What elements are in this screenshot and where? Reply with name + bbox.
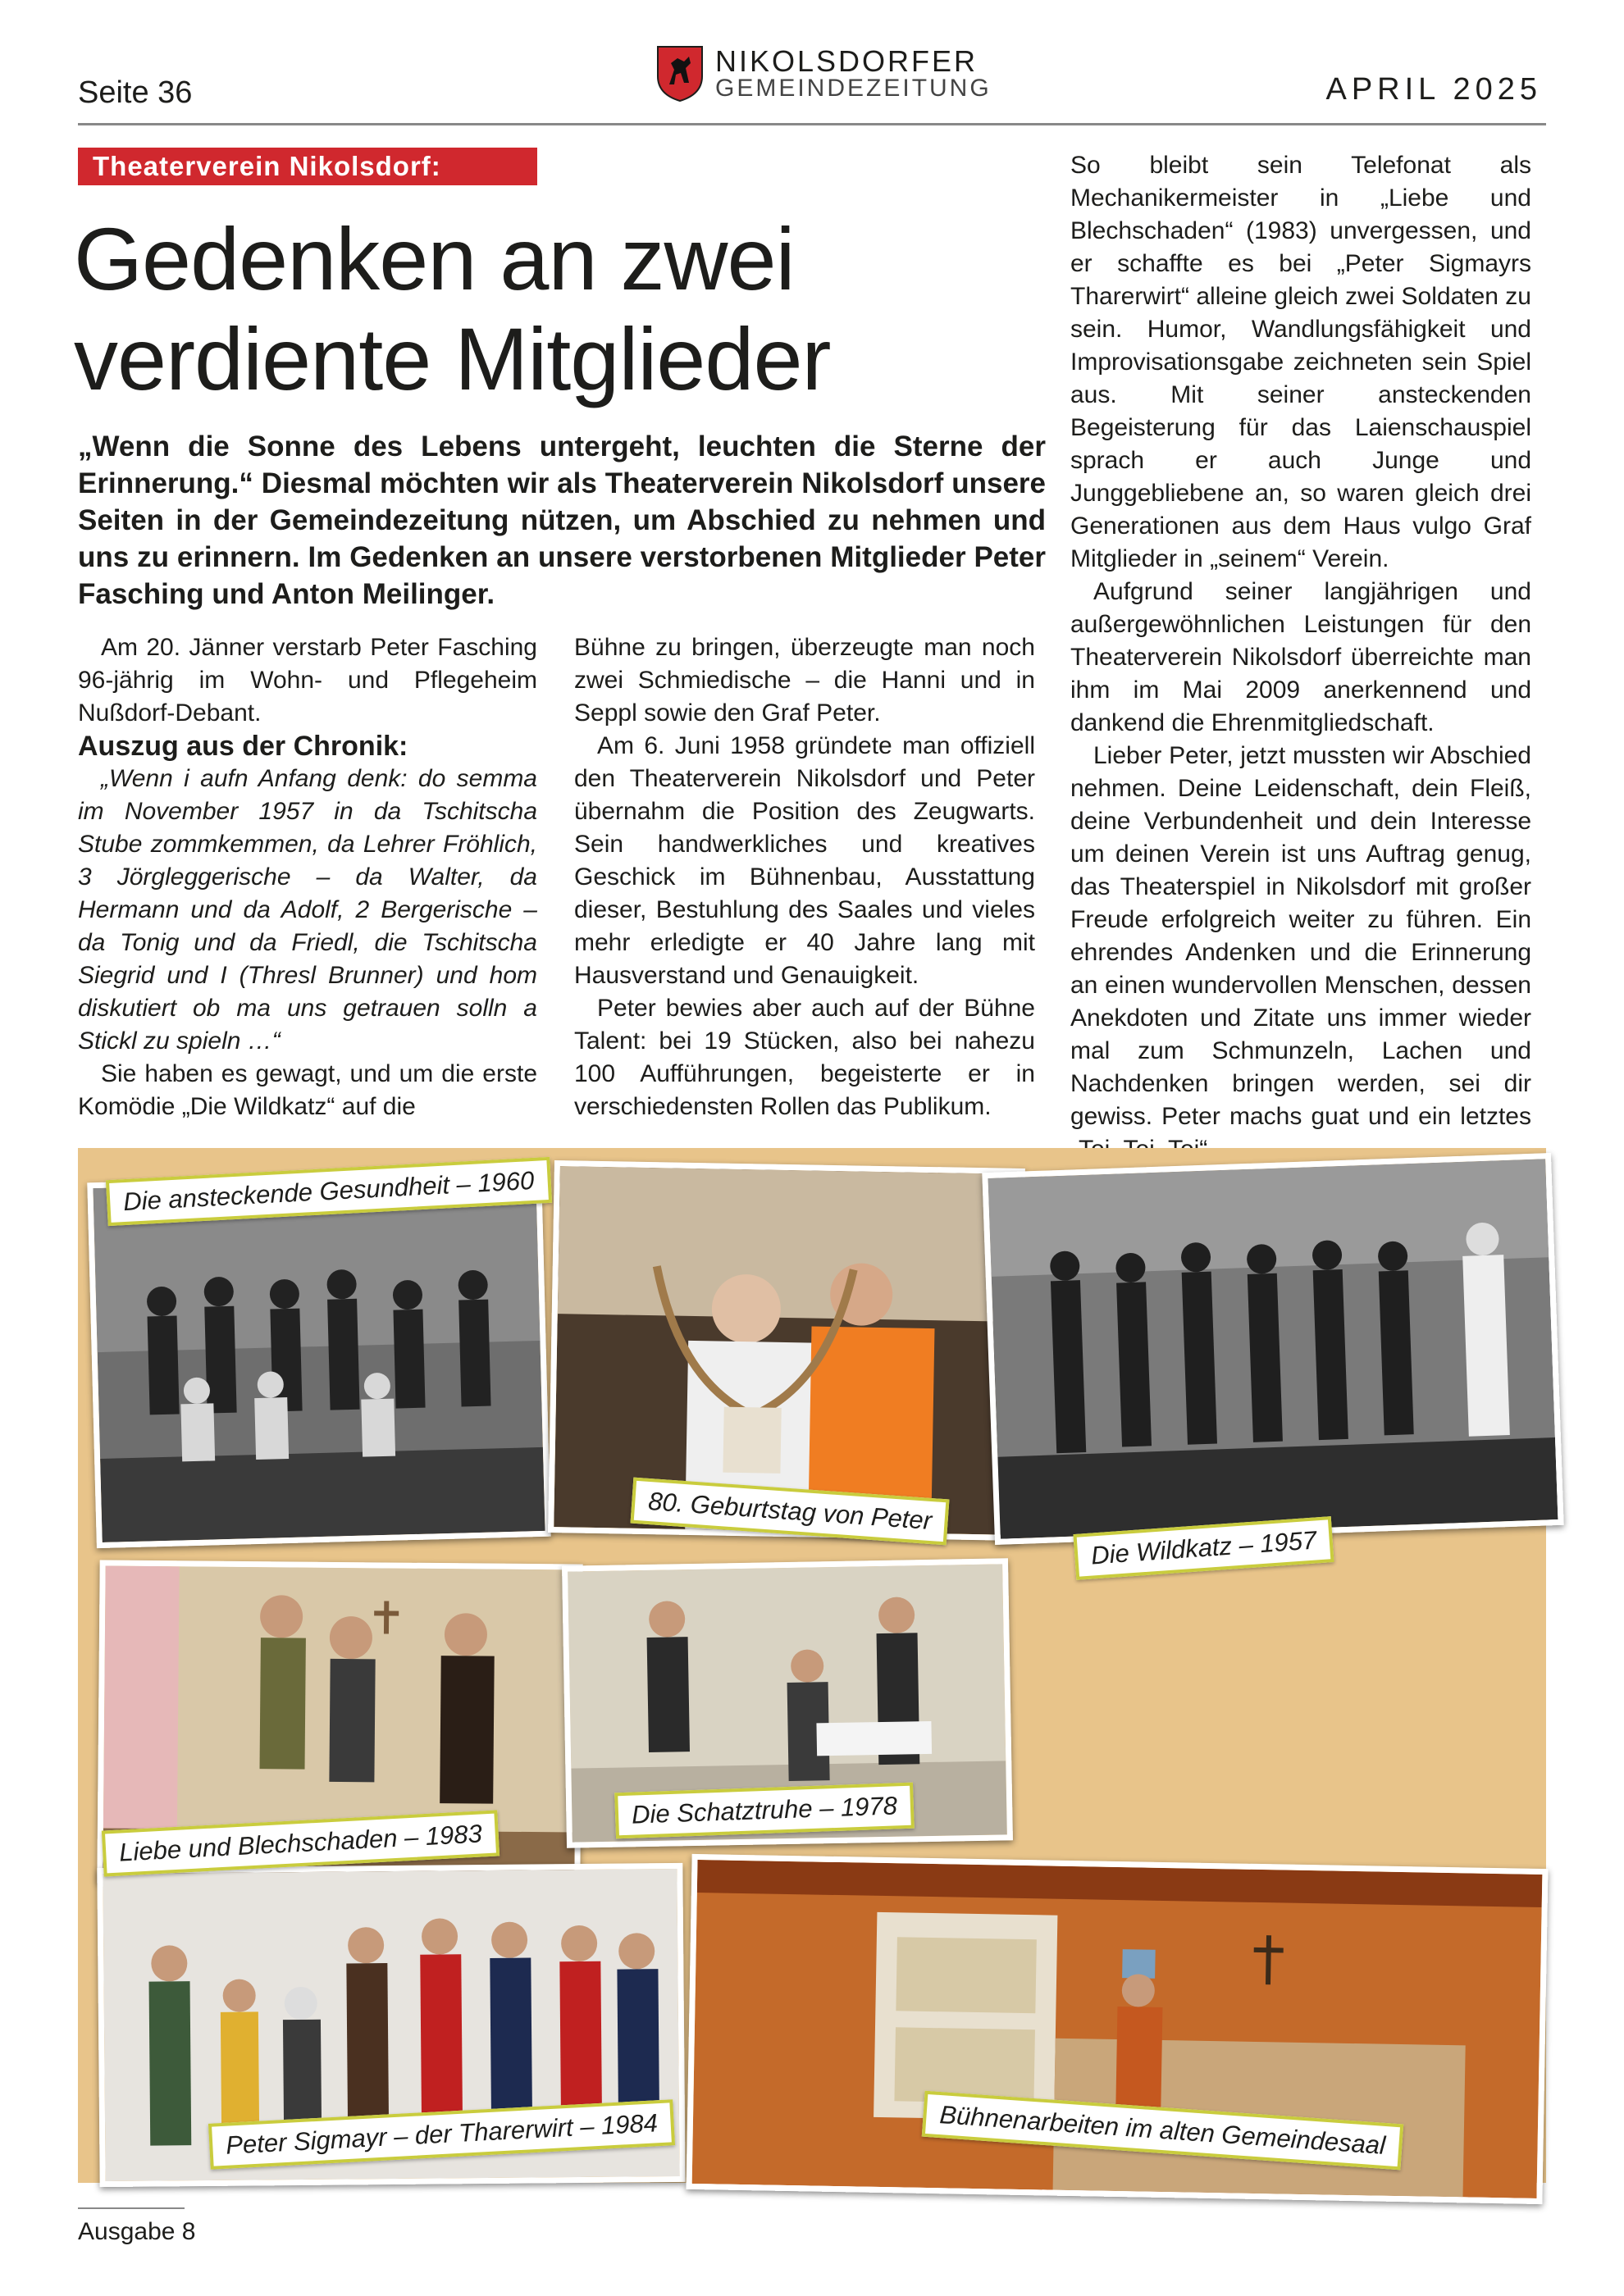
paragraph: Aufgrund seiner langjährigen und außergewöhnlichen Leistungen für den Theaterverein Nikolsdorf überreichte man ihm im Mai 2009 anerkennend und dankend die Ehrenmitgliedschaft. [1070,578,1531,736]
article-lead: „Wenn die Sonne des Lebens untergeht, leuchten die Sterne der Erinnerung.“ Diesmal möchten wir als Theaterverein Nikolsdorf unsere Seiten in der Gemeindezeitung nützen, um Abschied zu nehmen und uns zu erinnern. Im Gedenken an unsere verstorbenen Mitglieder Peter Fasching und Anton Meilinger. [78,430,1046,610]
caption-tharerwirt: Peter Sigmayr – der Tharerwirt – 1984 [208,2099,675,2170]
chronicle-subhead: Auszug aus der Chronik: [78,731,408,762]
text-column-1 [78,631,537,1123]
page-number: Seite 36 [78,75,193,110]
headline-line-2: verdiente Mitglieder [74,309,831,408]
caption-ansteckende-gesundheit: Die ansteckende Gesundheit – 1960 [106,1157,552,1226]
issue-date: APRIL 2025 [1325,72,1542,107]
section-kicker: Theaterverein Nikolsdorf: [78,148,537,185]
paragraph: Am 20. Jänner verstarb Peter Fasching 96-jährig im Wohn- und Pflegeheim Nußdorf-Debant. [78,634,537,727]
caption-buehnenarbeiten: Bühnenarbeiten im alten Gemeindesaal [922,2091,1403,2171]
paragraph: Lieber Peter, jetzt mussten wir Abschied nehmen. Deine Leidenschaft, dein Fleiß, deine Verbundenheit und dein Interesse um deinen Verein ist uns Auftrag genug, das Theaterspiel in Nikolsdorf mit großer Freude erfolgreich weiter zu führen. Ein ehrendes Andenken und die Erinnerung an einen wundervollen Menschen, dessen Anekdoten und Zitate uns immer wieder mal zum Schmunzeln, Lachen und Nachdenken bringen werden, sei dir gewiss. Peter machs guat und ein letztes [1070,742,1531,1130]
caption-geburtstag: 80. Geburtstag von Peter [631,1478,950,1546]
paragraph: Sie haben es gewagt, und um die erste Komödie „Die Wildkatz“ auf die [78,1060,537,1120]
photo-geburtstag [548,1160,1025,1541]
text-column-3 [1070,149,1531,1166]
paragraph: So bleibt sein Telefonat als Mechanikermeister in „Liebe und Blechschaden“ (1983) unvergessen, und er schaffte es bei „Peter Sigmayrs Tharerwirt“ alleine gleich zwei Soldaten zu sein. Humor, Wandlungsfähigkeit und Improvisationsgabe zeichneten sein Spiel aus. Mit seiner ansteckenden Begeisterung für das Laienschauspiel sprach er auch Junge und Junggebliebene an, so waren gleich drei Generationen aus dem Haus vulgo Graf Mitglieder in „seinem“ Verein. [1070,152,1531,572]
issue-number: Ausgabe 8 [78,2218,196,2245]
photo-wildkatz [982,1153,1563,1545]
publication-logo [656,45,992,102]
headline-line-1: Gedenken an zwei [74,209,795,308]
photo-ansteckende-gesundheit [87,1171,550,1548]
photo-buehnenarbeiten [687,1854,1549,2204]
paragraph: Peter bewies aber auch auf der Bühne Talent: bei 19 Stücken, also bei nahezu 100 Aufführungen, begeisterte er in verschiedensten Rollen das Publikum. [574,995,1035,1120]
footer-divider [78,2207,185,2209]
logo-subtitle: GEMEINDEZEITUNG [715,75,992,102]
article-headline [74,209,1058,409]
paragraph: Am 6. Juni 1958 gründete man offiziell den Theaterverein Nikolsdorf und Peter übernahm die Position des Zeugwarts. Sein handwerkliches und kreatives Geschick im Bühnenbau, Ausstattung dieser, Bestuhlung des Saales und vieles mehr erledigte er 40 Jahre lang mit Hausverstand und Genauigkeit. [574,732,1035,989]
coat-of-arms-icon [656,45,704,102]
caption-liebe-blechschaden: Liebe und Blechschaden – 1983 [102,1810,500,1876]
caption-schatztruhe: Die Schatztruhe – 1978 [614,1783,915,1839]
caption-wildkatz: Die Wildkatz – 1957 [1073,1516,1334,1580]
chronicle-quote: „Wenn i aufn Anfang denk: do semma im November 1957 in da Tschitscha Stube zommkemmen, da Lehrer Fröhlich, 3 Jörgleggerische – da Walter, da Hermann und da Adolf, 2 Bergerische – da Tonig und da Friedl, die Tschitscha Siegrid und I (Thresl Brunner) und hom diskutiert ob ma uns getrauen solln a Stickl zu spieln …“ [78,765,537,1055]
header-divider [78,123,1546,125]
text-column-2 [574,631,1035,1123]
paragraph: Bühne zu bringen, überzeugte man noch zwei Schmiedische – die Hanni und in Seppl sowie den Graf Peter. [574,634,1035,727]
logo-title: NIKOLSDORFER [715,44,979,78]
